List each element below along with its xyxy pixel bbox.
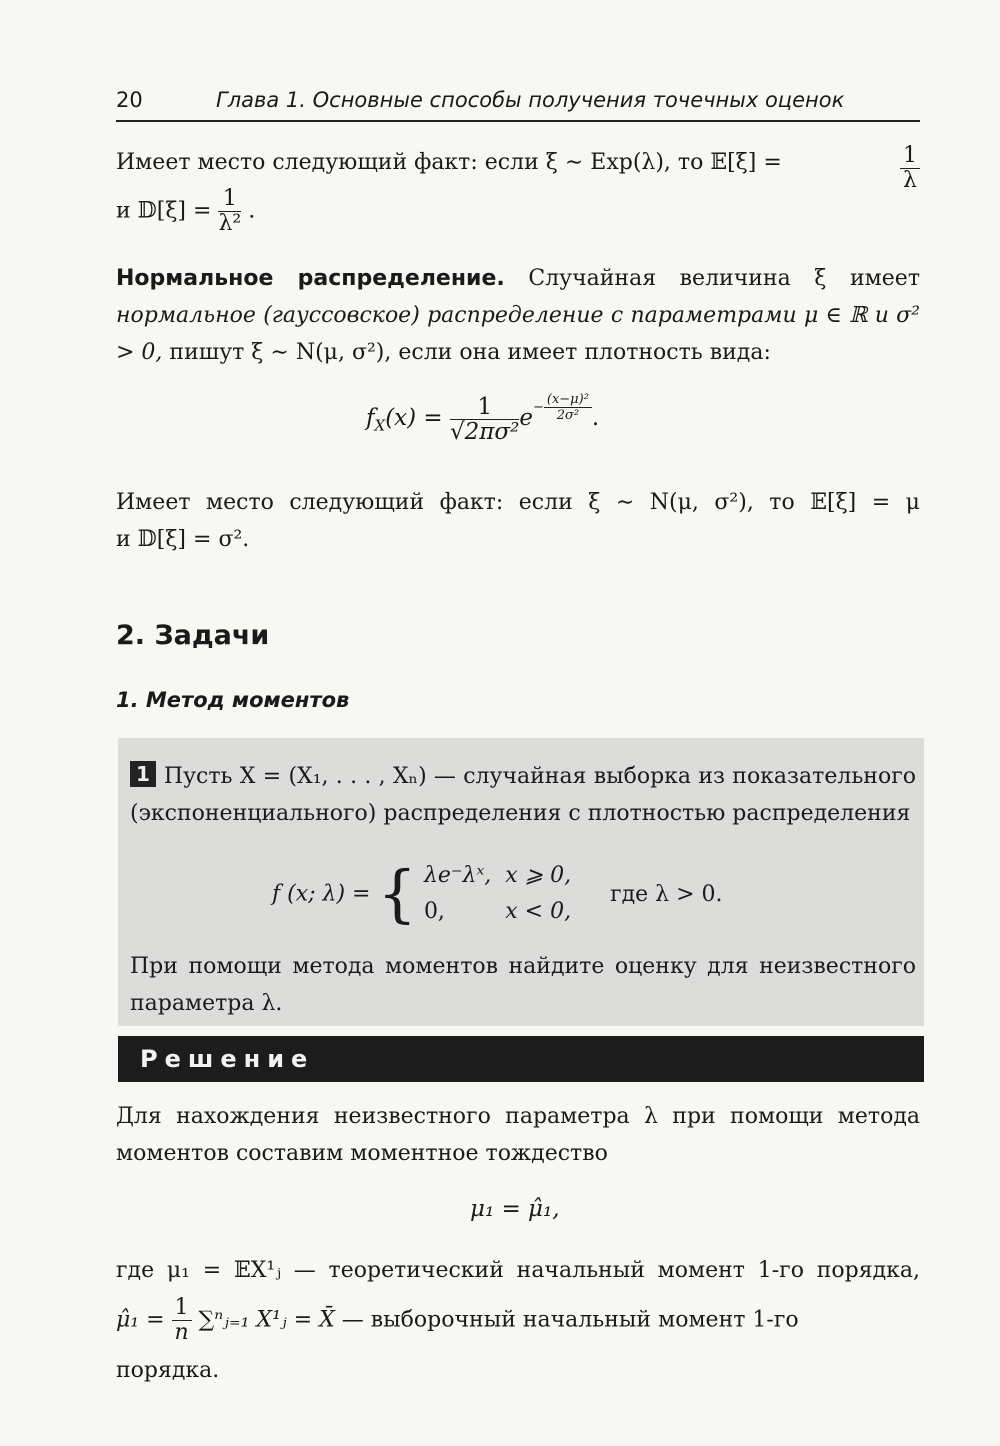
case1-expr: λe⁻λˣ,: [423, 863, 492, 888]
normal-fact-paragraph: [116, 484, 920, 558]
density-fraction: [450, 395, 519, 444]
left-brace: {: [377, 857, 417, 930]
case2-expr: 0,: [423, 899, 445, 924]
solution-paragraph-3: [116, 1296, 920, 1345]
normal-italic-definition: нормальное (гауссовское) распределение с параметрами μ ∈ ℝ и σ² > 0,: [116, 303, 920, 365]
period: .: [248, 198, 256, 224]
exp-fact-paragraph: [116, 144, 920, 236]
density-subscript: X: [374, 416, 386, 435]
solution-paragraph-2: где μ₁ = 𝔼X¹ⱼ — теоретический начальный момент 1-го порядка,: [116, 1258, 920, 1283]
normal-text-2: пишут ξ ∼ N(μ, σ²), если она имеет плотность вида:: [162, 340, 771, 365]
normal-fact-line1: Имеет место следующий факт: если ξ ∼ N(μ, σ²), то 𝔼[ξ] = μ: [116, 490, 920, 515]
chapter-title: Глава 1. Основные способы получения точечных оценок: [216, 88, 845, 112]
normal-fact-line2: и 𝔻[ξ] = σ².: [116, 527, 250, 552]
density-f: f: [366, 405, 375, 431]
task-box: [118, 738, 924, 1026]
solution-paragraph-4: порядка.: [116, 1358, 220, 1383]
case1-cond: x ⩾ 0,: [505, 863, 572, 888]
density-arg: (x) =: [385, 405, 443, 431]
task-number-badge: 1: [130, 761, 156, 787]
task-question: При помощи метода моментов найдите оценку для неизвестного параметра λ.: [130, 954, 916, 1016]
running-header: [116, 82, 920, 122]
sample-moment-fraction: [172, 1296, 192, 1345]
sample-moment-description: — выборочный начальный момент 1-го: [341, 1307, 799, 1333]
case2-cond: x < 0,: [505, 899, 572, 924]
exp-variance-fraction: [218, 187, 241, 236]
frac-numerator: 1: [172, 1296, 192, 1321]
task-pdf-formula: [272, 858, 723, 930]
pdf-cases: [424, 858, 585, 930]
page-number: 20: [116, 88, 143, 112]
section-title: 2. Задачи: [116, 620, 270, 651]
frac-denominator: λ: [903, 168, 917, 193]
density-exp-base: e: [519, 405, 533, 431]
pdf-lhs: f (x; λ) =: [272, 881, 371, 907]
exp-fact-line1: Имеет место следующий факт: если ξ ∼ Exp(λ), то 𝔼[ξ] =: [116, 150, 782, 175]
moment-identity: μ₁ = μ̂₁,: [470, 1196, 560, 1222]
frac-denominator: n: [174, 1320, 189, 1345]
normal-paragraph: [116, 260, 920, 371]
normal-text-1: Случайная величина ξ имеет: [504, 266, 920, 291]
period: .: [591, 405, 600, 431]
density-exponent: − (x−μ)² 2σ²: [533, 400, 592, 415]
exp-numerator: (x−μ)²: [544, 392, 592, 408]
subsection-title: 1. Метод моментов: [116, 688, 350, 712]
frac-denominator: λ²: [218, 211, 242, 236]
solution-header-bar: Решение: [118, 1036, 924, 1082]
pdf-condition: где λ > 0.: [610, 881, 723, 907]
solution-paragraph-1: Для нахождения неизвестного параметра λ при помощи метода моментов составим моментное тождество: [116, 1104, 920, 1166]
normal-heading: Нормальное распределение.: [116, 266, 505, 291]
exp-denominator: 2σ²: [556, 408, 580, 423]
task-text: Пусть X = (X₁, . . . , Xₙ) — случайная выборка из показательного (экспоненциального) распределения с плотностью распределения: [130, 764, 916, 826]
task-statement: [130, 758, 916, 832]
sample-moment-sum: ∑ⁿⱼ₌₁ X¹ⱼ = X̄: [198, 1307, 335, 1333]
frac-numerator: 1: [450, 395, 519, 420]
exp-mean-fraction: [900, 144, 920, 193]
sample-moment-lhs: μ̂₁ =: [116, 1307, 165, 1333]
frac-numerator: 1: [218, 187, 241, 212]
frac-numerator: 1: [900, 144, 920, 169]
normal-density-formula: [366, 392, 599, 444]
frac-denominator: √2πσ²: [450, 418, 520, 445]
exp-fact-line2: и 𝔻[ξ] =: [116, 198, 212, 224]
